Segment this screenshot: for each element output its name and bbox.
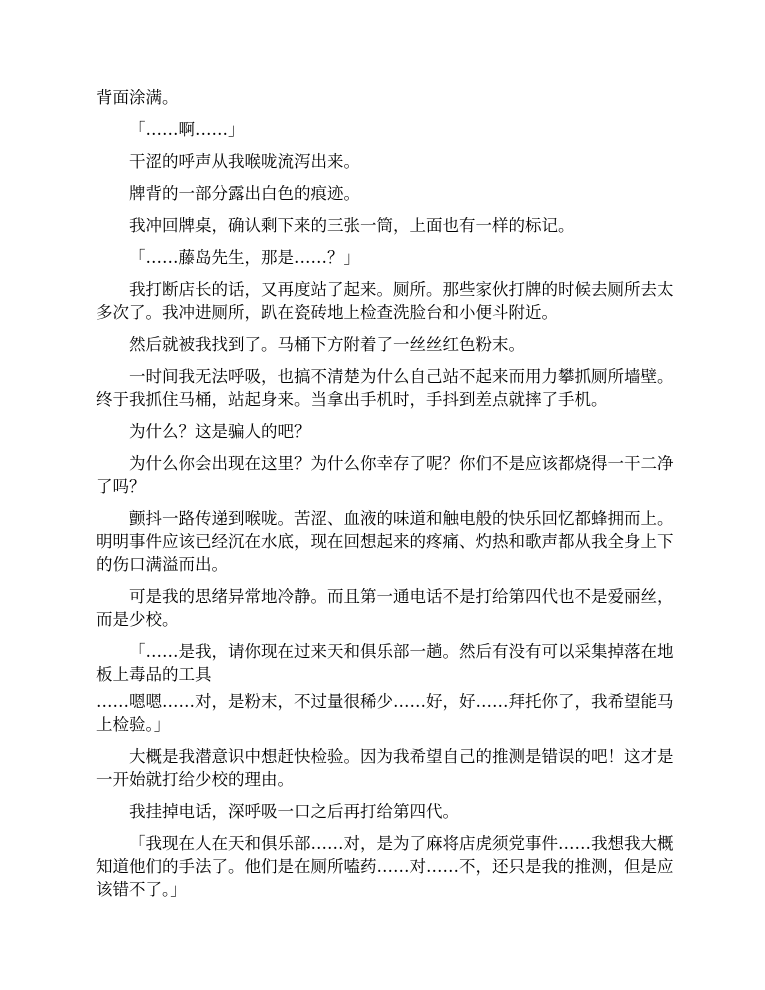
paragraph: ……嗯嗯……对，是粉末，不过量很稀少……好，好……拜托你了，我希望能马上检验。」 <box>96 692 674 734</box>
paragraph: 「……藤岛先生，那是……？」 <box>129 248 360 267</box>
paragraph: 「……是我，请你现在过来天和俱乐部一趟。然后有没有可以采集掉落在地板上毒品的工具 <box>96 642 674 684</box>
paragraph: 然后就被我找到了。马桶下方附着了一丝丝红色粉末。 <box>129 335 525 354</box>
paragraph: 「我现在人在天和俱乐部……对，是为了麻将店虎须党事件……我想我大概知道他们的手法了。他们是在厕所嗑药……对……不，还只是我的推测，但是应该错不了。」 <box>96 834 674 899</box>
paragraph: 为什么？这是骗人的吧？ <box>129 422 311 441</box>
document-page <box>96 86 682 910</box>
paragraph: 我挂掉电话，深呼吸一口之后再打给第四代。 <box>129 802 459 821</box>
paragraph: 我打断店长的话，又再度站了起来。厕所。那些家伙打牌的时候去厕所去太多次了。我冲进厕所，趴在瓷砖地上检查洗脸台和小便斗附近。 <box>96 280 674 322</box>
paragraph: 我冲回牌桌，确认剩下来的三张一筒，上面也有一样的标记。 <box>129 216 575 235</box>
paragraph: 可是我的思绪异常地冷静。而且第一通电话不是打给第四代也不是爱丽丝，而是少校。 <box>96 587 674 629</box>
paragraph: 「……啊……」 <box>129 120 245 139</box>
paragraph: 牌背的一部分露出白色的痕迹。 <box>129 184 360 203</box>
paragraph: 背面涂满。 <box>96 88 179 107</box>
paragraph: 一时间我无法呼吸，也搞不清楚为什么自己站不起来而用力攀抓厕所墙壁。终于我抓住马桶，站起身来。当拿出手机时，手抖到差点就摔了手机。 <box>96 367 674 409</box>
paragraph: 为什么你会出现在这里？为什么你幸存了呢？你们不是应该都烧得一干二净了吗？ <box>96 454 674 496</box>
paragraph: 大概是我潜意识中想赶快检验。因为我希望自己的推测是错误的吧！这才是一开始就打给少校的理由。 <box>96 747 674 789</box>
paragraph: 颤抖一路传递到喉咙。苦涩、血液的味道和触电般的快乐回忆都蜂拥而上。明明事件应该已经沉在水底，现在回想起来的疼痛、灼热和歌声都从我全身上下的伤口满溢而出。 <box>96 509 674 574</box>
paragraph: 干涩的呼声从我喉咙流泻出来。 <box>129 152 360 171</box>
